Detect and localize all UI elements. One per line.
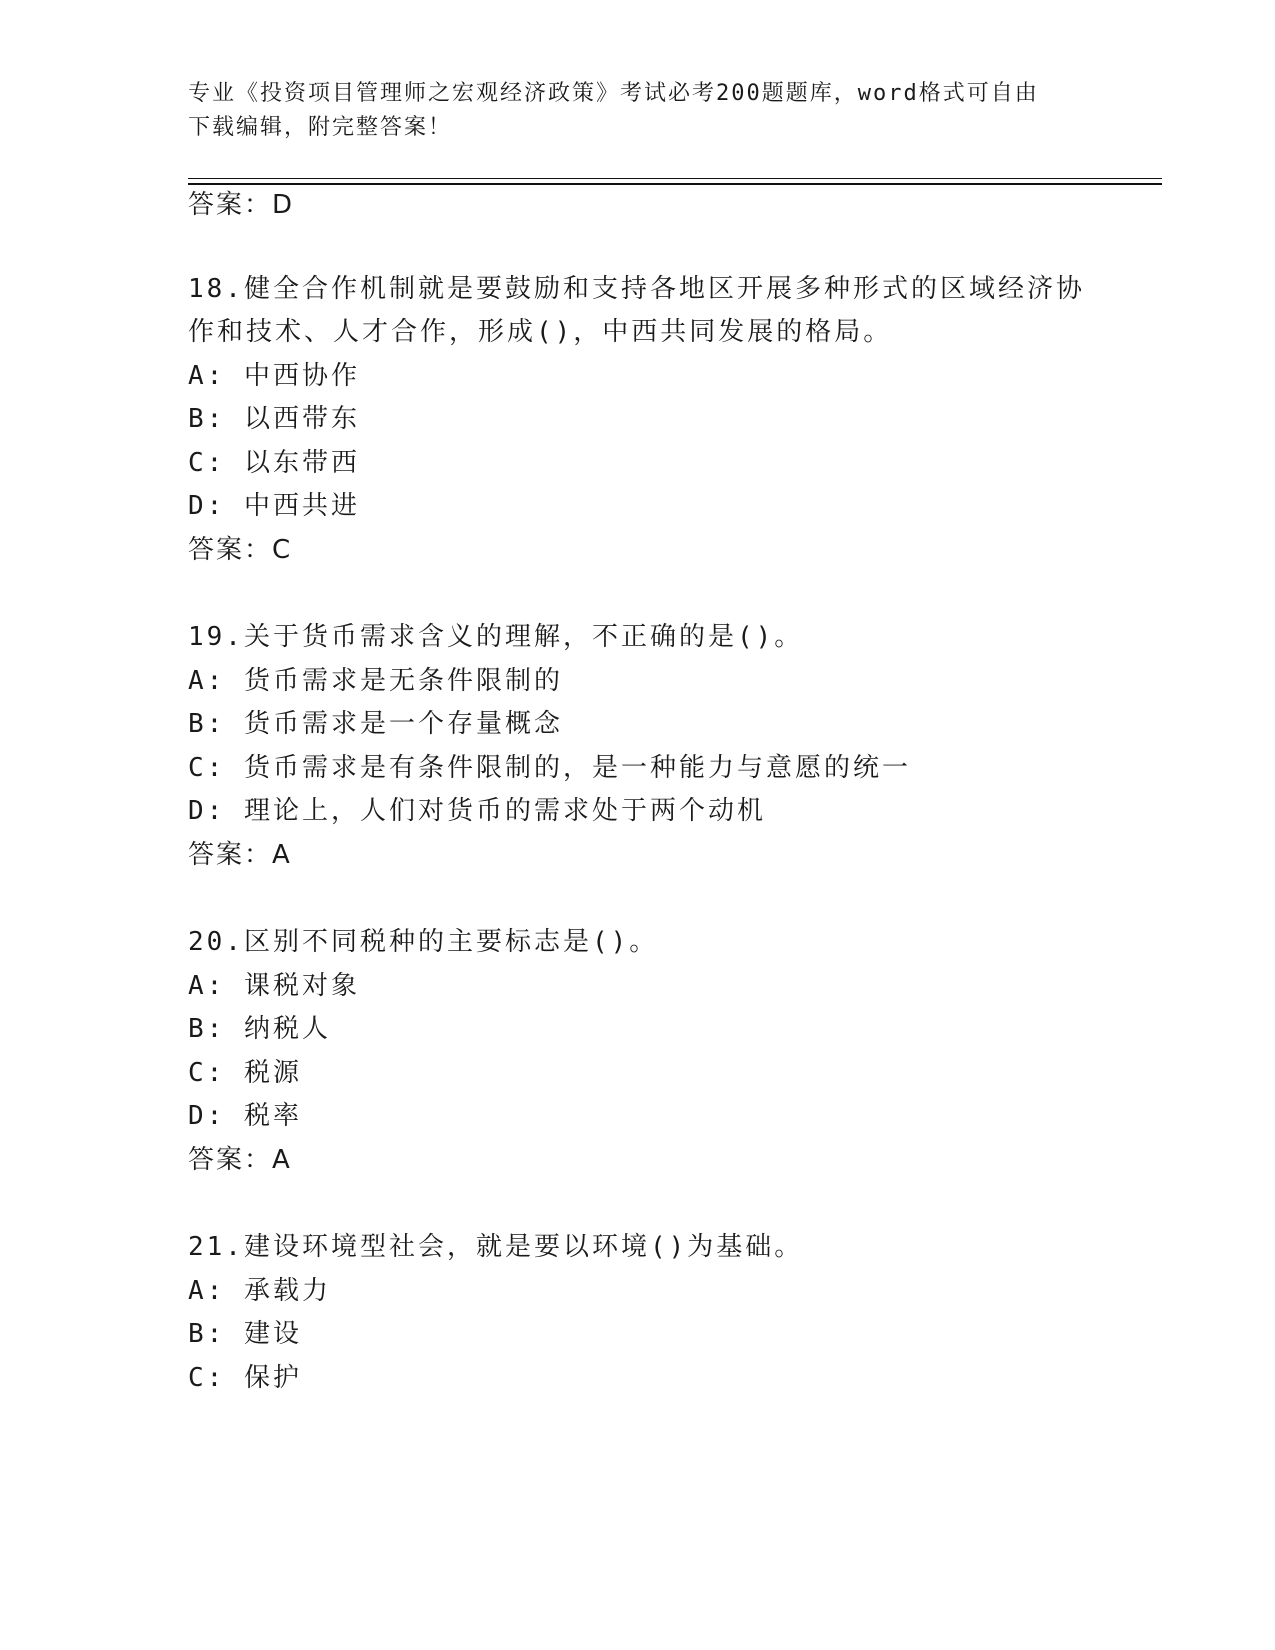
question-18-stem-line-1: 18.健全合作机制就是要鼓励和支持各地区开展多种形式的区域经济协 (188, 274, 1085, 304)
question-21-option-c: C: 保护 (188, 1363, 302, 1393)
header-divider-thin (188, 178, 1162, 179)
document-header-line-1: 专业《投资项目管理师之宏观经济政策》考试必考200题题库，word格式可自由 (188, 81, 1039, 106)
question-21-option-a: A: 承载力 (188, 1276, 331, 1306)
question-20-option-a: A: 课税对象 (188, 971, 360, 1001)
header-divider-thick (188, 183, 1162, 185)
question-20-option-d: D: 税率 (188, 1101, 302, 1131)
previous-answer: 答案：D (188, 190, 295, 220)
question-21-option-b: B: 建设 (188, 1319, 302, 1349)
question-18-answer: 答案：C (188, 535, 293, 565)
question-20-answer: 答案：A (188, 1145, 292, 1175)
question-18-option-c: C: 以东带西 (188, 448, 360, 478)
question-20-option-b: B: 纳税人 (188, 1014, 331, 1044)
question-20-option-c: C: 税源 (188, 1058, 302, 1088)
question-19-stem: 19.关于货币需求含义的理解，不正确的是()。 (188, 622, 804, 652)
question-19-option-d: D: 理论上，人们对货币的需求处于两个动机 (188, 796, 766, 826)
question-19-answer: 答案：A (188, 840, 292, 870)
question-21-stem: 21.建设环境型社会，就是要以环境()为基础。 (188, 1232, 804, 1262)
question-19-option-b: B: 货币需求是一个存量概念 (188, 709, 563, 739)
document-header-line-2: 下载编辑，附完整答案！ (188, 115, 453, 140)
question-18-stem-line-2: 作和技术、人才合作，形成()，中西共同发展的格局。 (188, 317, 893, 347)
question-18-option-b: B: 以西带东 (188, 404, 360, 434)
question-18-option-d: D: 中西共进 (188, 491, 360, 521)
question-18-option-a: A: 中西协作 (188, 361, 360, 391)
question-19-option-c: C: 货币需求是有条件限制的，是一种能力与意愿的统一 (188, 753, 911, 783)
question-20-stem: 20.区别不同税种的主要标志是()。 (188, 927, 659, 957)
question-19-option-a: A: 货币需求是无条件限制的 (188, 666, 563, 696)
